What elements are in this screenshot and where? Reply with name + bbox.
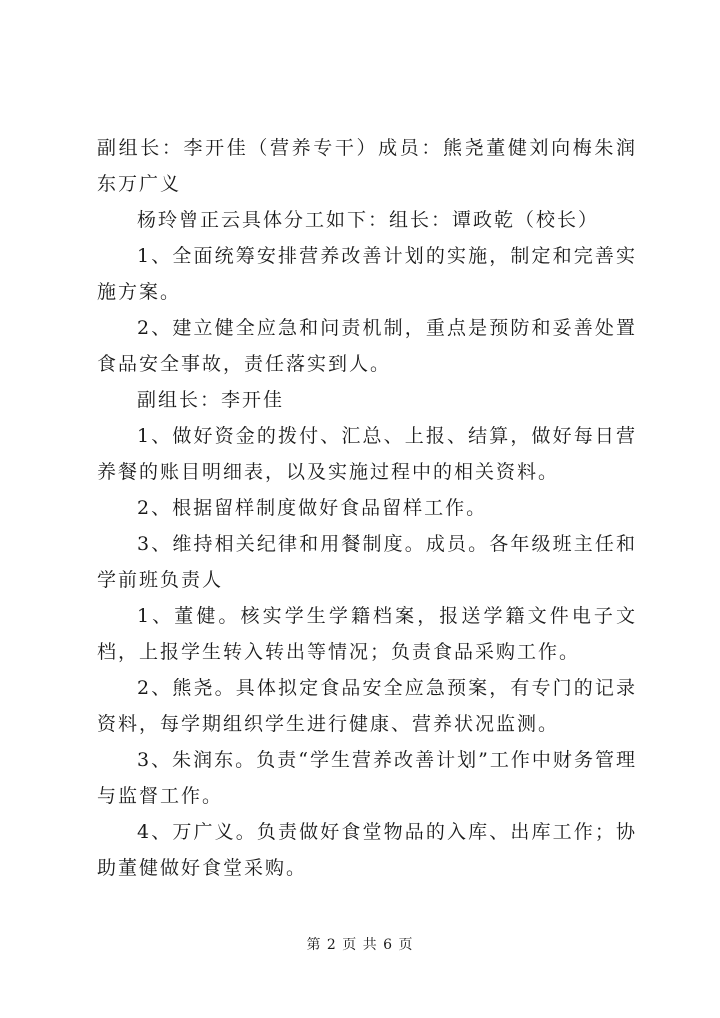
- page-number-footer: 第 2 页 共 6 页: [306, 937, 414, 953]
- paragraph: 3、朱润东。负责“学生营养改善计划”工作中财务管理与监督工作。: [97, 749, 637, 807]
- document-body: [97, 130, 637, 886]
- paragraph: 3、维持相关纪律和用餐制度。成员。各年级班主任和学前班负责人: [97, 533, 637, 591]
- paragraph: 4、万广义。负责做好食堂物品的入库、出库工作；协助董健做好食堂采购。: [97, 821, 637, 879]
- paragraph: 1、做好资金的拨付、汇总、上报、结算，做好每日营养餐的账目明细表，以及实施过程中的相关资料。: [97, 425, 637, 483]
- paragraph: 2、根据留样制度做好食品留样工作。: [137, 497, 488, 519]
- paragraph: 副组长：李开佳: [137, 389, 285, 411]
- paragraph: 2、建立健全应急和问责机制，重点是预防和妥善处置食品安全事故，责任落实到人。: [97, 317, 637, 375]
- paragraph: 杨玲曾正云具体分工如下：组长：谭政乾（校长）: [137, 209, 600, 231]
- paragraph: 2、熊尧。具体拟定食品安全应急预案，有专门的记录资料，每学期组织学生进行健康、营养状况监测。: [97, 677, 637, 735]
- paragraph: 1、全面统筹安排营养改善计划的实施，制定和完善实施方案。: [97, 245, 637, 303]
- paragraph: 1、董健。核实学生学籍档案，报送学籍文件电子文档，上报学生转入转出等情况；负责食品采购工作。: [97, 605, 637, 663]
- paragraph: 副组长：李开佳（营养专干）成员：熊尧董健刘向梅朱润东万广义: [97, 137, 637, 195]
